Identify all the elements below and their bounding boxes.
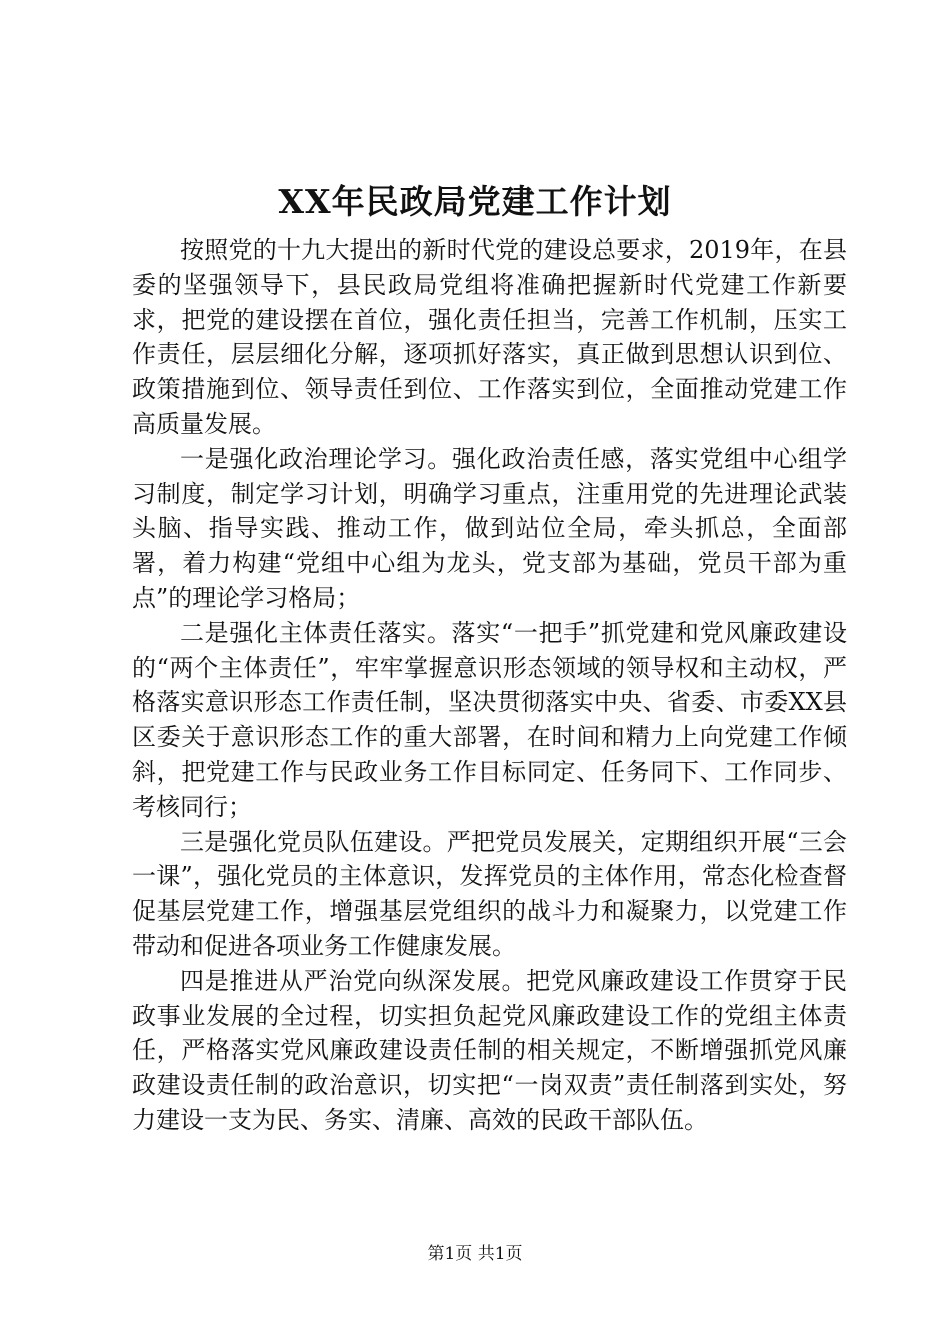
body-paragraph-item-1: 一是强化政治理论学习。强化政治责任感，落实党组中心组学习制度，制定学习计划，明确学习重点，注重用党的先进理论武装头脑、指导实践、推动工作，做到站位全局，牵头抓总，全面部署，着力构建“党组中心组为龙头，党支部为基础，党员干部为重点”的理论学习格局； <box>132 444 847 612</box>
body-paragraph-item-2: 二是强化主体责任落实。落实“一把手”抓党建和党风廉政建设的“两个主体责任”，牢牢掌握意识形态领域的领导权和主动权，严格落实意识形态工作责任制，坚决贯彻落实中央、省委、市委XX县区委关于意识形态工作的重大部署，在时间和精力上向党建工作倾斜，把党建工作与民政业务工作目标同定、任务同下、工作同步、考核同行； <box>132 618 847 821</box>
document-title: XX年民政局党建工作计划 <box>278 182 672 221</box>
document-body <box>132 233 847 1138</box>
body-paragraph-intro: 按照党的十九大提出的新时代党的建设总要求，2019年，在县委的坚强领导下，县民政局党组将准确把握新时代党建工作新要求，把党的建设摆在首位，强化责任担当，完善工作机制，压实工作责任，层层细化分解，逐项抓好落实，真正做到思想认识到位、政策措施到位、领导责任到位、工作落实到位，全面推动党建工作高质量发展。 <box>132 236 847 438</box>
page-number-footer: 第1页 共1页 <box>427 1244 523 1264</box>
body-paragraph-item-3: 三是强化党员队伍建设。严把党员发展关，定期组织开展“三会一课”，强化党员的主体意识，发挥党员的主体作用，常态化检查督促基层党建工作，增强基层党组织的战斗力和凝聚力，以党建工作带动和促进各项业务工作健康发展。 <box>132 827 847 960</box>
body-paragraph-item-4: 四是推进从严治党向纵深发展。把党风廉政建设工作贯穿于民政事业发展的全过程，切实担负起党风廉政建设工作的党组主体责任，严格落实党风廉政建设责任制的相关规定，不断增强抓党风廉政建设责任制的政治意识，切实把“一岗双责”责任制落到实处，努力建设一支为民、务实、清廉、高效的民政干部队伍。 <box>132 966 847 1134</box>
